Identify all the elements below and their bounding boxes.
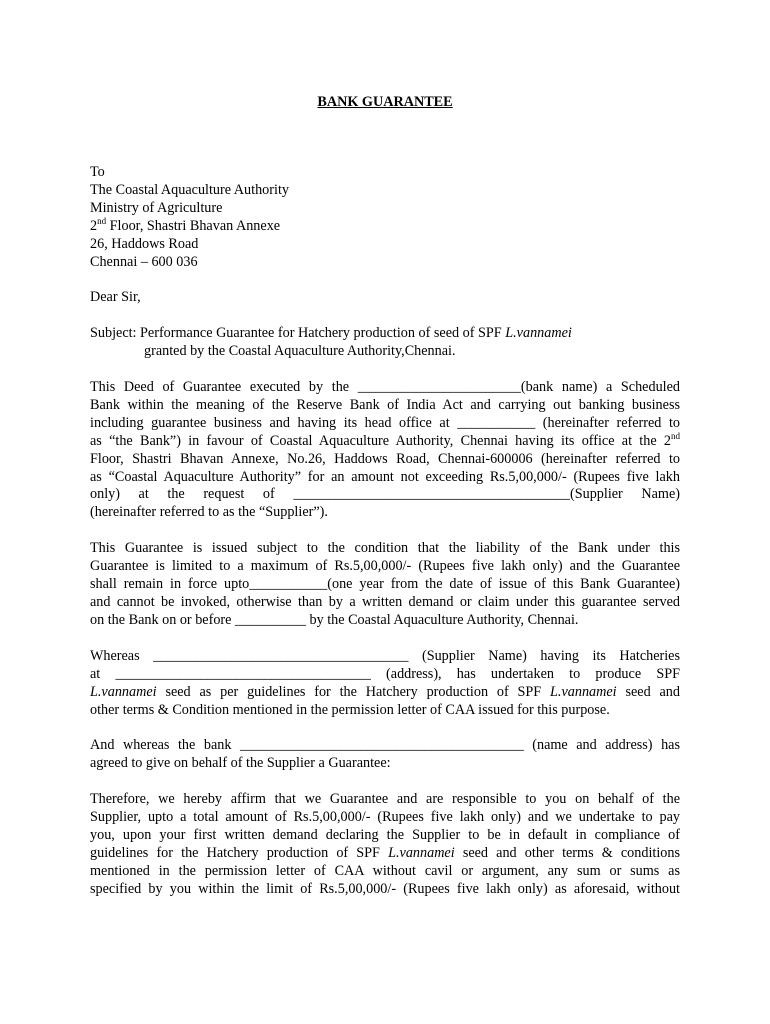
paragraph-deed (90, 379, 680, 522)
line-text: as “the Bank”) in favour of Coastal Aquaculture Authority, Chennai having its office at the 2 (90, 432, 671, 449)
subject-line: granted by the Coastal Aquaculture Authority,Chennai. (144, 342, 456, 359)
paragraph-condition (90, 540, 680, 630)
species-name: L.vannamei (90, 683, 157, 700)
address-block (90, 164, 680, 271)
paragraph-line: Guarantee is limited to a maximum of Rs.5,00,000/- (Rupees five lakh only) and the Guarantee (90, 557, 680, 574)
paragraph-line: mentioned in the permission letter of CAA without cavil or argument, any sum or sums as (90, 862, 680, 879)
paragraph-line: shall remain in force upto___________(one year from the date of issue of this Bank Guarantee) (90, 575, 680, 592)
paragraph-line (90, 430, 680, 451)
subject-text: Subject: Performance Guarantee for Hatchery production of seed of SPF (90, 325, 506, 341)
paragraph-line: on the Bank on or before __________ by the Coastal Aquaculture Authority, Chennai. (90, 611, 579, 628)
paragraph-line: other terms & Condition mentioned in the permission letter of CAA issued for this purpose. (90, 701, 610, 718)
paragraph-line: you, upon your first written demand declaring the Supplier to be in default in compliance of (90, 826, 680, 843)
floor-ordinal: nd (671, 430, 680, 441)
paragraph-line: And whereas the bank ________________________________________ (name and address) has (90, 737, 680, 753)
paragraph-line: agreed to give on behalf of the Supplier a Guarantee: (90, 754, 391, 771)
species-name: L.vannamei (388, 844, 455, 861)
line-text: seed and other terms & conditions (454, 844, 681, 861)
paragraph-line: only) at the request of _______________________________________(Supplier Name) (90, 486, 680, 503)
species-name: L.vannamei (550, 683, 617, 700)
address-line (90, 215, 680, 236)
paragraph-line: including guarantee business and having its head office at ___________ (hereinafter referred to (90, 414, 680, 431)
paragraph-line: specified by you within the limit of Rs.5,00,000/- (Rupees five lakh only) as aforesaid, without (90, 880, 680, 897)
line-text: seed and (616, 683, 680, 700)
floor-rest: Floor, Shastri Bhavan Annexe (106, 217, 281, 234)
subject-line (90, 325, 680, 343)
paragraph-line: Bank within the meaning of the Reserve Bank of India Act and carrying out banking business (90, 396, 680, 413)
line-text: guidelines for the Hatchery production of SPF (90, 844, 389, 861)
paragraph-line: Supplier, upto a total amount of Rs.5,00,000/- (Rupees five lakh only) and we undertake to pay (90, 808, 680, 825)
address-line: The Coastal Aquaculture Authority (90, 181, 289, 198)
salutation-text: Dear Sir, (90, 289, 141, 305)
paragraph-therefore (90, 791, 680, 898)
paragraph-line: This Deed of Guarantee executed by the _______________________(bank name) a Scheduled (90, 379, 680, 395)
paragraph-line: Whereas ____________________________________ (Supplier Name) having its Hatcheries (90, 648, 680, 664)
floor-number: 2 (90, 217, 98, 234)
line-text: seed as per guidelines for the Hatchery production of SPF (156, 683, 551, 700)
address-line: Chennai – 600 036 (90, 253, 198, 270)
address-to: To (90, 164, 105, 180)
species-name: L.vannamei (505, 325, 572, 341)
address-line: 26, Haddows Road (90, 235, 199, 252)
subject-block (90, 325, 680, 361)
paragraph-line: as “Coastal Aquaculture Authority” for an amount not exceeding Rs.5,00,000/- (Rupees five lakh (90, 468, 680, 485)
paragraph-line: (hereinafter referred to as the “Supplier”). (90, 504, 328, 521)
address-line: Ministry of Agriculture (90, 199, 223, 216)
paragraph-line (90, 684, 680, 702)
paragraph-line: This Guarantee is issued subject to the condition that the liability of the Bank under this (90, 540, 680, 556)
document-title: BANK GUARANTEE (317, 94, 453, 110)
paragraph-line (90, 845, 680, 863)
paragraph-line: Floor, Shastri Bhavan Annexe, No.26, Haddows Road, Chennai-600006 (hereinafter referred to (90, 450, 680, 467)
paragraph-whereas (90, 648, 680, 720)
paragraph-line: at ____________________________________ (address), has undertaken to produce SPF (90, 665, 680, 682)
salutation (90, 289, 680, 307)
paragraph-and-whereas (90, 737, 680, 773)
paragraph-line: Therefore, we hereby affirm that we Guarantee and are responsible to you on behalf of the (90, 791, 680, 807)
floor-ordinal: nd (97, 215, 107, 226)
paragraph-line: and cannot be invoked, otherwise than by a written demand or claim under this guarantee served (90, 593, 680, 610)
